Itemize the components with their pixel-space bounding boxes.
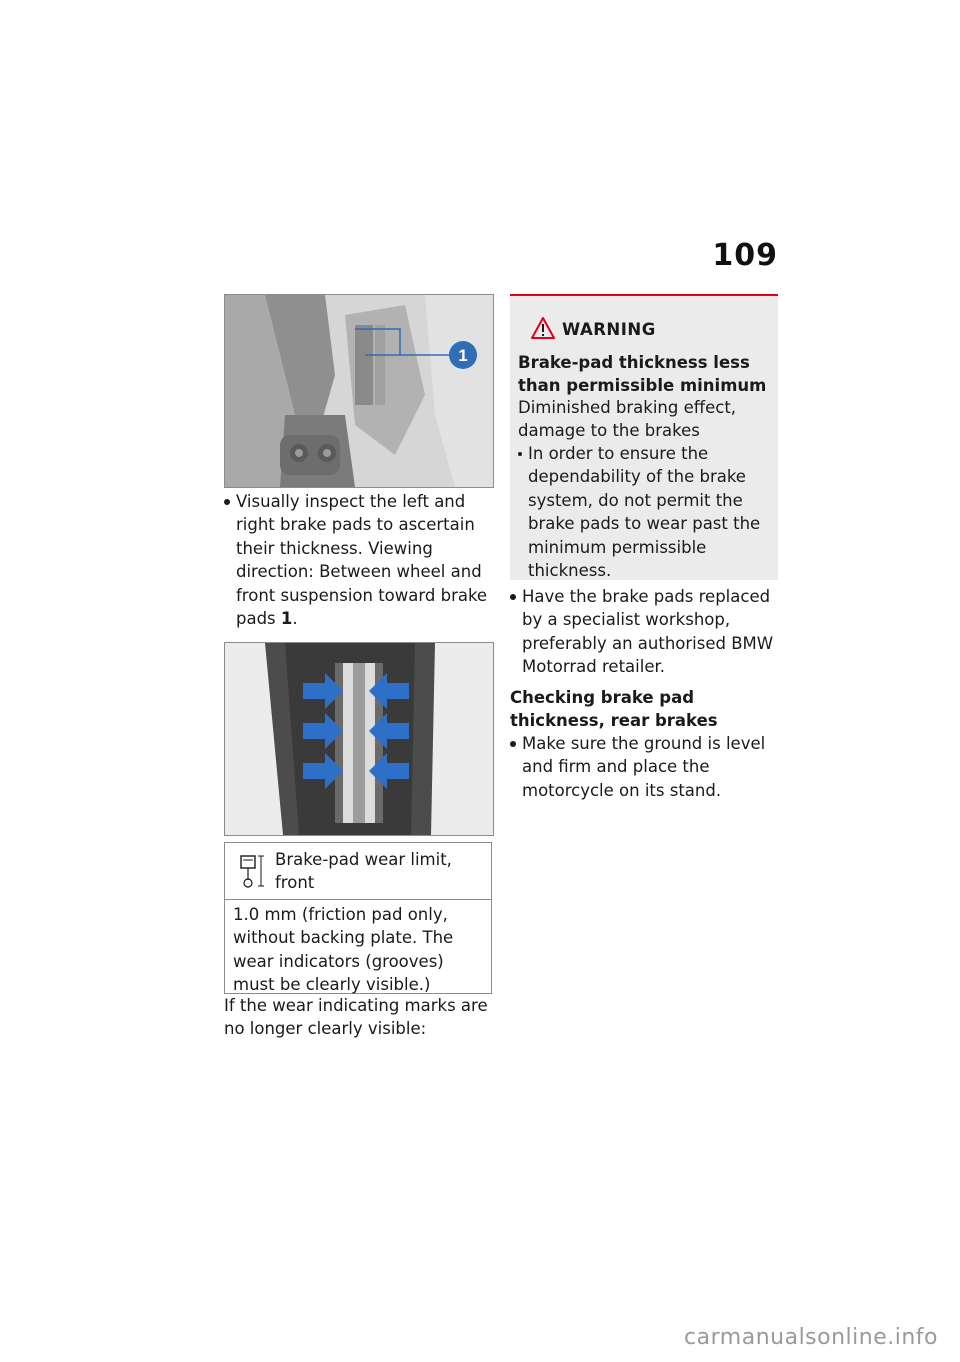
warning-effect: Diminished braking effect, damage to the brakes [518,398,737,441]
paragraph-wear-marks: If the wear indicating marks are no longer clearly visible: [224,996,488,1039]
warning-heading: Brake-pad thickness less than permissible minimum [518,353,767,396]
warning-box [510,294,778,580]
warning-title: WARNING [562,320,656,339]
figure-front-brake-caliper [224,294,494,488]
tech-data-title: Brake-pad wear limit, front [275,850,452,893]
section-heading: Checking brake pad thickness, rear brakes [510,688,718,731]
figure-brake-pads-arrows [224,642,494,836]
warning-triangle-icon [530,316,556,346]
watermark: carmanualsonline.info [684,1325,938,1350]
warning-bullet: In order to ensure the dependability of the brake system, do not permit the brake pads to wear past the minimum permissible thickness. [518,442,780,582]
step-ref: 1 [280,609,293,629]
step-text: Visually inspect the left and right brake pads to ascertain their thickness. Viewing direction: Between wheel and front suspension toward brake pads [236,492,488,629]
list-item-stand: Make sure the ground is level and firm and place the motorcycle on its stand. [510,732,788,802]
tech-data-header [225,843,491,900]
tech-data-box [224,842,492,994]
tech-data-value: 1.0 mm (friction pad only, without backing plate. The wear indicators (grooves) must be clearly visible.) [233,905,454,995]
list-item-replace: Have the brake pads replaced by a specialist workshop, preferably an authorised BMW Motorrad retailer. [510,585,788,679]
wear-limit-icon [239,852,267,896]
callout-label: 1 [458,346,468,365]
list-item-inspect [224,490,498,630]
step-suffix: . [292,609,298,629]
page-number: 109 [712,238,778,273]
